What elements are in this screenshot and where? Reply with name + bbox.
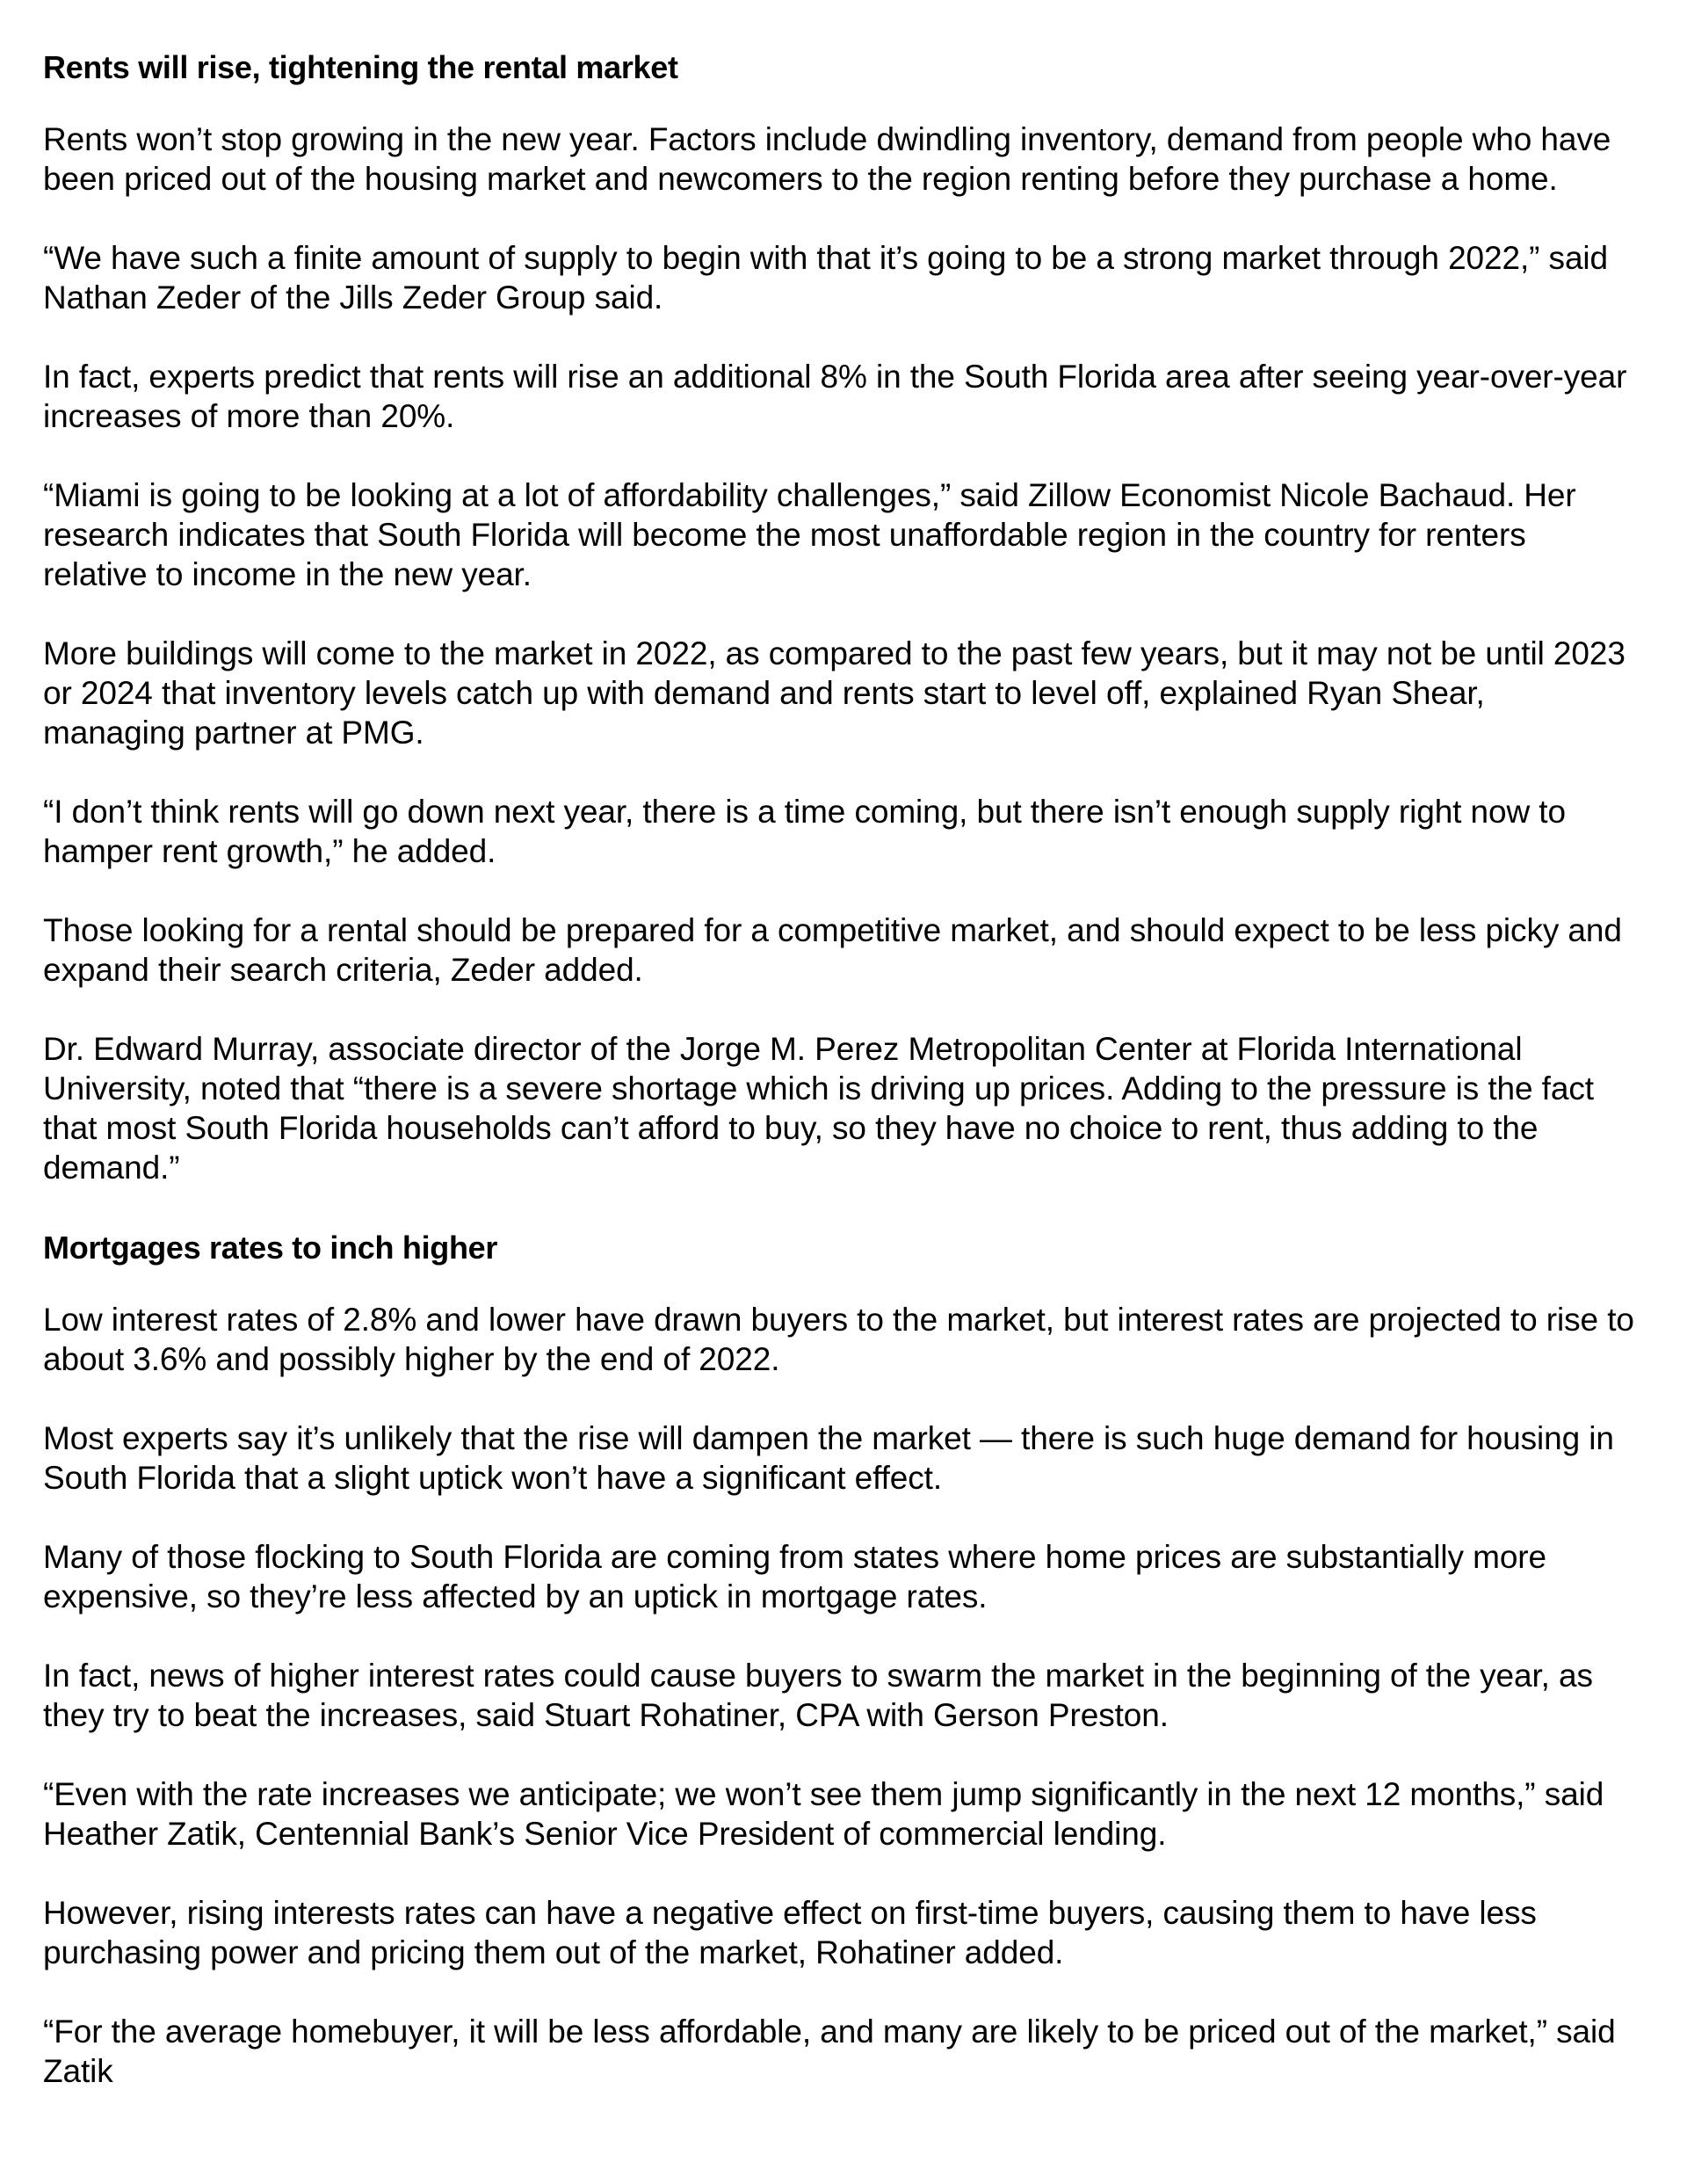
paragraph: “Even with the rate increases we anticipate; we won’t see them jump significantly in the next 12 months,” said Heather Zatik, Centennial Bank’s Senior Vice President of commercial lending. [43,1776,1604,1852]
section-heading-rents: Rents will rise, tightening the rental market [43,49,678,85]
paragraph: More buildings will come to the market in 2022, as compared to the past few years, but it may not be until 2023 or 2024 that inventory levels catch up with demand and rents start to level off, explained Ryan Shear, managing partner at PMG. [43,635,1625,751]
paragraph: “I don’t think rents will go down next year, there is a time coming, but there isn’t enough supply right now to hamper rent growth,” he added. [43,794,1566,869]
paragraph: “We have such a finite amount of supply to begin with that it’s going to be a strong market through 2022,” said Nathan Zeder of the Jills Zeder Group said. [43,240,1609,316]
paragraph: Low interest rates of 2.8% and lower have drawn buyers to the market, but interest rates are projected to rise to about 3.6% and possibly higher by the end of 2022. [43,1302,1634,1377]
paragraph: “Miami is going to be looking at a lot of affordability challenges,” said Zillow Economist Nicole Bachaud. Her research indicates that South Florida will become the most unaffordable region in the country for renters relative to income in the new year. [43,477,1576,592]
paragraph: In fact, experts predict that rents will rise an additional 8% in the South Florida area after seeing year-over-year increases of more than 20%. [43,359,1627,434]
paragraph: Dr. Edward Murray, associate director of the Jorge M. Perez Metropolitan Center at Florida International University, noted that “there is a severe shortage which is driving up prices. Adding to the pressure is the fact that most South Florida households can’t afford to buy, so they have no choice to rent, thus adding to the demand.” [43,1031,1594,1186]
paragraph: Most experts say it’s unlikely that the rise will dampen the market — there is such huge demand for housing in South Florida that a slight uptick won’t have a significant effect. [43,1420,1614,1496]
paragraph: Rents won’t stop growing in the new year. Factors include dwindling inventory, demand from people who have been priced out of the housing market and newcomers to the region renting before they purchase a home. [43,121,1611,197]
paragraph: However, rising interests rates can have a negative effect on first-time buyers, causing them to have less purchasing power and pricing them out of the market, Rohatiner added. [43,1895,1537,1970]
section-heading-mortgages: Mortgages rates to inch higher [43,1230,498,1266]
paragraph: In fact, news of higher interest rates could cause buyers to swarm the market in the beginning of the year, as they try to beat the increases, said Stuart Rohatiner, CPA with Gerson Preston. [43,1658,1593,1733]
paragraph: “For the average homebuyer, it will be less affordable, and many are likely to be priced out of the market,” said Zatik [43,2013,1616,2089]
paragraph: Those looking for a rental should be prepared for a competitive market, and should expect to be less picky and expand their search criteria, Zeder added. [43,912,1622,988]
paragraph: Many of those flocking to South Florida are coming from states where home prices are substantially more expensive, so they’re less affected by an uptick in mortgage rates. [43,1539,1546,1614]
